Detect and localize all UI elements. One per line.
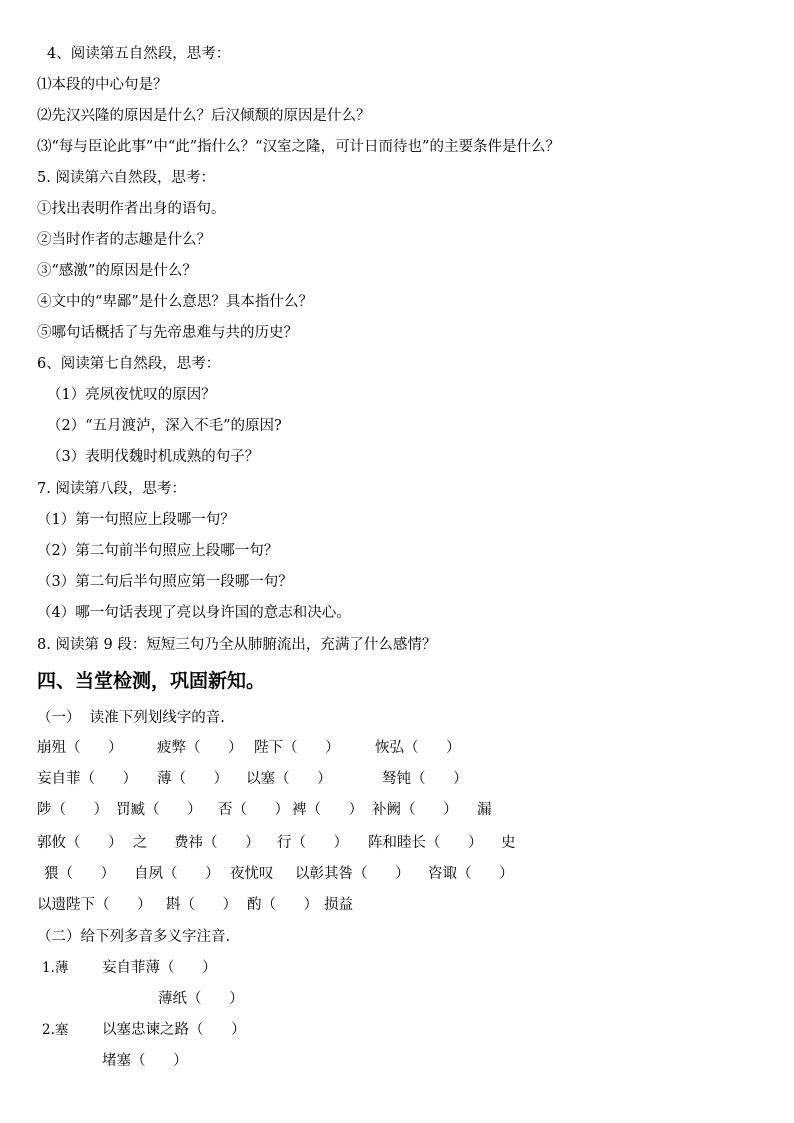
polyphone-2-number: 2.塞 <box>42 1022 69 1038</box>
pinyin-item: 斟（ ） <box>166 897 238 913</box>
q7-item-2: （2）第二句前半句照应上段哪一句？ <box>37 543 279 559</box>
pinyin-item: 行（ ） <box>277 835 349 851</box>
pinyin-row-5 <box>37 864 794 884</box>
pinyin-item: 猥（ ） <box>44 866 116 882</box>
pinyin-row-3 <box>37 800 794 820</box>
pinyin-item: 之 <box>133 835 148 851</box>
polyphone-2-usage-b: 堵塞（ ） <box>102 1053 188 1069</box>
pinyin-row-1 <box>37 738 794 758</box>
pinyin-item: 费祎（ ） <box>174 835 260 851</box>
pinyin-item: 崩殂（ ） <box>37 740 123 756</box>
pinyin-item: 裨（ ） <box>292 802 364 818</box>
polyphone-1-usage-b: 薄纸（ ） <box>158 991 244 1007</box>
q4-item-2: ⑵先汉兴隆的原因是什么？后汉倾颓的原因是什么？ <box>37 108 371 124</box>
q8: 8. 阅读第 9 段：短短三句乃全从肺腑流出，充满了什么感情？ <box>37 637 437 653</box>
q5-item-1: ①找出表明作者出身的语句。 <box>37 201 226 217</box>
q7-item-1: （1）第一句照应上段哪一句？ <box>37 512 235 528</box>
q7-title: 7. 阅读第八段，思考： <box>37 481 186 497</box>
q7-item-3: （3）第二句后半句照应第一段哪一句？ <box>37 574 293 590</box>
q7-item-4: （4）哪一句话表现了亮以身许国的意志和决心。 <box>37 605 351 621</box>
pinyin-item: 驽钝（ ） <box>382 771 468 787</box>
polyphone-1-number: 1.薄 <box>42 960 69 976</box>
polyphone-2-usage-a: 以塞忠谏之路（ ） <box>102 1022 246 1038</box>
section-heading: 四、当堂检测，巩固新知。 <box>37 670 266 692</box>
pinyin-item: 否（ ） <box>218 802 290 818</box>
part2-title: （二）给下列多音多义字注音. <box>37 929 231 945</box>
pinyin-row-4 <box>37 833 794 853</box>
q6-title: 6、阅读第七自然段，思考： <box>37 356 221 372</box>
q4-title: 4、阅读第五自然段，思考： <box>47 46 231 62</box>
pinyin-item: 以塞（ ） <box>246 771 332 787</box>
q5-item-3: ③“感激”的原因是什么？ <box>37 263 197 279</box>
pinyin-item: 以彰其咎（ ） <box>295 866 410 882</box>
pinyin-item: 罚臧（ ） <box>116 802 202 818</box>
q4-item-1: ⑴本段的中心句是？ <box>37 77 168 93</box>
pinyin-item: 郭攸（ ） <box>37 835 123 851</box>
q6-item-1: （1）亮夙夜忧叹的原因？ <box>47 387 216 403</box>
part1-title: （一） 读准下列划线字的音. <box>37 710 225 726</box>
pinyin-item: 酌（ ） <box>247 897 319 913</box>
pinyin-item: 史 <box>501 835 516 851</box>
pinyin-item: 咨诹（ ） <box>428 866 514 882</box>
q5-item-4: ④文中的“卑鄙”是什么意思？具本指什么？ <box>37 294 313 310</box>
pinyin-item: 妄自菲（ ） <box>37 771 138 787</box>
pinyin-row-2 <box>37 769 794 789</box>
q5-item-5: ⑤哪句话概括了与先帝患难与共的历史？ <box>37 325 298 341</box>
pinyin-item: 恢弘（ ） <box>375 740 461 756</box>
pinyin-item: 夜忧叹 <box>230 866 274 882</box>
pinyin-item: 漏 <box>477 802 492 818</box>
pinyin-item: 疲弊（ ） <box>157 740 243 756</box>
pinyin-item: 以遗陛下（ ） <box>37 897 152 913</box>
q5-item-2: ②当时作者的志趣是什么？ <box>37 232 211 248</box>
pinyin-item: 陛下（ ） <box>254 740 340 756</box>
q6-item-3: （3）表明伐魏时机成熟的句子？ <box>47 449 260 465</box>
polyphone-1-usage-a: 妄自菲薄（ ） <box>102 960 217 976</box>
pinyin-item: 损益 <box>324 897 353 913</box>
pinyin-item: 自夙（ ） <box>134 866 220 882</box>
q5-title: 5. 阅读第六自然段，思考： <box>37 170 215 186</box>
q6-item-2: （2）“五月渡泸，深入不毛”的原因? <box>47 418 282 434</box>
q4-item-3: ⑶“每与臣论此事”中“此”指什么？“汉室之隆，可计日而待也”的主要条件是什么？ <box>37 139 560 155</box>
pinyin-item: 薄（ ） <box>157 771 229 787</box>
pinyin-item: 阵和睦长（ ） <box>368 835 483 851</box>
pinyin-item: 补阙（ ） <box>372 802 458 818</box>
pinyin-item: 陟（ ） <box>37 802 109 818</box>
pinyin-row-6 <box>37 895 794 915</box>
